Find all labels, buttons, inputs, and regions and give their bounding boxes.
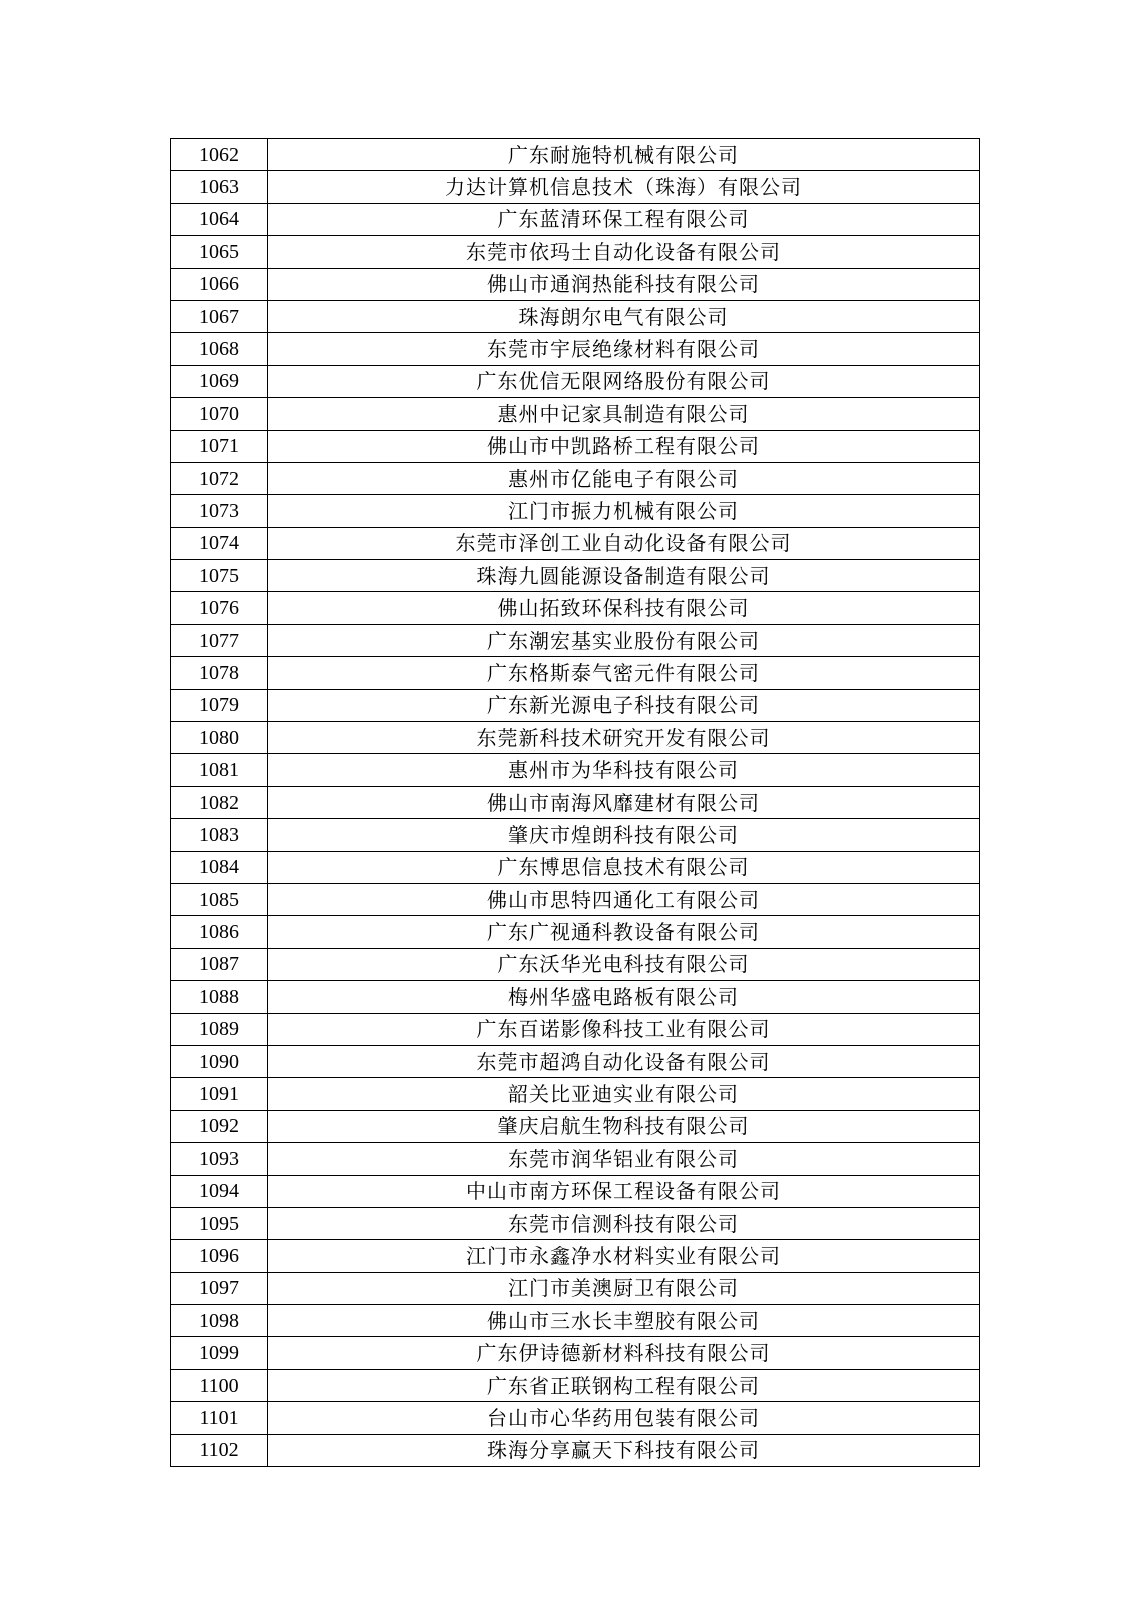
row-number: 1102 — [171, 1434, 268, 1466]
table-row — [171, 300, 980, 332]
company-name: 台山市心华药用包装有限公司 — [268, 1402, 980, 1434]
row-number: 1064 — [171, 203, 268, 235]
table-row — [171, 398, 980, 430]
row-number: 1098 — [171, 1305, 268, 1337]
company-name: 东莞新科技术研究开发有限公司 — [268, 722, 980, 754]
table-row — [171, 1207, 980, 1239]
row-number: 1093 — [171, 1143, 268, 1175]
table-row — [171, 592, 980, 624]
row-number: 1070 — [171, 398, 268, 430]
row-number: 1100 — [171, 1369, 268, 1401]
table-row — [171, 786, 980, 818]
table-row — [171, 1337, 980, 1369]
row-number: 1091 — [171, 1078, 268, 1110]
company-name: 东莞市依玛士自动化设备有限公司 — [268, 236, 980, 268]
table-row — [171, 560, 980, 592]
company-name: 广东优信无限网络股份有限公司 — [268, 365, 980, 397]
company-name: 惠州中记家具制造有限公司 — [268, 398, 980, 430]
table-row — [171, 851, 980, 883]
row-number: 1086 — [171, 916, 268, 948]
row-number: 1080 — [171, 722, 268, 754]
table-row — [171, 1272, 980, 1304]
table-row — [171, 722, 980, 754]
row-number: 1076 — [171, 592, 268, 624]
table-row — [171, 1240, 980, 1272]
table-row — [171, 1402, 980, 1434]
table-row — [171, 657, 980, 689]
table-row — [171, 1434, 980, 1466]
table-row — [171, 1143, 980, 1175]
table-row — [171, 819, 980, 851]
row-number: 1089 — [171, 1013, 268, 1045]
company-name: 力达计算机信息技术（珠海）有限公司 — [268, 171, 980, 203]
table-row — [171, 333, 980, 365]
row-number: 1073 — [171, 495, 268, 527]
row-number: 1065 — [171, 236, 268, 268]
row-number: 1082 — [171, 786, 268, 818]
company-name: 东莞市信测科技有限公司 — [268, 1207, 980, 1239]
row-number: 1075 — [171, 560, 268, 592]
company-name: 广东省正联钢构工程有限公司 — [268, 1369, 980, 1401]
table-row — [171, 1078, 980, 1110]
company-name: 广东耐施特机械有限公司 — [268, 139, 980, 171]
table-row — [171, 981, 980, 1013]
table-row — [171, 689, 980, 721]
company-name: 惠州市亿能电子有限公司 — [268, 462, 980, 494]
company-list-table — [170, 138, 980, 1467]
row-number: 1083 — [171, 819, 268, 851]
row-number: 1094 — [171, 1175, 268, 1207]
company-name: 广东博思信息技术有限公司 — [268, 851, 980, 883]
company-name: 广东格斯泰气密元件有限公司 — [268, 657, 980, 689]
company-name: 梅州华盛电路板有限公司 — [268, 981, 980, 1013]
row-number: 1097 — [171, 1272, 268, 1304]
company-name: 中山市南方环保工程设备有限公司 — [268, 1175, 980, 1207]
table-row — [171, 948, 980, 980]
company-name: 韶关比亚迪实业有限公司 — [268, 1078, 980, 1110]
table-row — [171, 1110, 980, 1142]
row-number: 1101 — [171, 1402, 268, 1434]
row-number: 1096 — [171, 1240, 268, 1272]
company-name: 东莞市宇辰绝缘材料有限公司 — [268, 333, 980, 365]
table-row — [171, 916, 980, 948]
table-row — [171, 139, 980, 171]
company-list-body — [171, 139, 980, 1467]
table-row — [171, 462, 980, 494]
row-number: 1077 — [171, 624, 268, 656]
company-name: 佛山市中凯路桥工程有限公司 — [268, 430, 980, 462]
row-number: 1068 — [171, 333, 268, 365]
table-row — [171, 1369, 980, 1401]
company-name: 佛山拓致环保科技有限公司 — [268, 592, 980, 624]
row-number: 1071 — [171, 430, 268, 462]
company-name: 东莞市泽创工业自动化设备有限公司 — [268, 527, 980, 559]
table-row — [171, 1305, 980, 1337]
company-name: 肇庆启航生物科技有限公司 — [268, 1110, 980, 1142]
company-name: 东莞市超鸿自动化设备有限公司 — [268, 1045, 980, 1077]
company-name: 江门市振力机械有限公司 — [268, 495, 980, 527]
table-row — [171, 203, 980, 235]
row-number: 1072 — [171, 462, 268, 494]
row-number: 1087 — [171, 948, 268, 980]
table-row — [171, 1175, 980, 1207]
row-number: 1099 — [171, 1337, 268, 1369]
row-number: 1092 — [171, 1110, 268, 1142]
row-number: 1081 — [171, 754, 268, 786]
table-row — [171, 883, 980, 915]
row-number: 1095 — [171, 1207, 268, 1239]
table-row — [171, 754, 980, 786]
table-row — [171, 1013, 980, 1045]
company-name: 江门市永鑫净水材料实业有限公司 — [268, 1240, 980, 1272]
company-name: 广东沃华光电科技有限公司 — [268, 948, 980, 980]
company-name: 广东新光源电子科技有限公司 — [268, 689, 980, 721]
row-number: 1085 — [171, 883, 268, 915]
company-name: 佛山市思特四通化工有限公司 — [268, 883, 980, 915]
company-name: 珠海分享赢天下科技有限公司 — [268, 1434, 980, 1466]
company-name: 佛山市南海风靡建材有限公司 — [268, 786, 980, 818]
row-number: 1062 — [171, 139, 268, 171]
table-row — [171, 268, 980, 300]
company-name: 惠州市为华科技有限公司 — [268, 754, 980, 786]
row-number: 1079 — [171, 689, 268, 721]
row-number: 1067 — [171, 300, 268, 332]
company-name: 珠海朗尔电气有限公司 — [268, 300, 980, 332]
company-name: 佛山市三水长丰塑胶有限公司 — [268, 1305, 980, 1337]
table-row — [171, 236, 980, 268]
table-row — [171, 171, 980, 203]
company-name: 珠海九圆能源设备制造有限公司 — [268, 560, 980, 592]
row-number: 1084 — [171, 851, 268, 883]
company-name: 广东广视通科教设备有限公司 — [268, 916, 980, 948]
company-name: 佛山市通润热能科技有限公司 — [268, 268, 980, 300]
row-number: 1063 — [171, 171, 268, 203]
company-name: 东莞市润华铝业有限公司 — [268, 1143, 980, 1175]
row-number: 1069 — [171, 365, 268, 397]
row-number: 1078 — [171, 657, 268, 689]
table-row — [171, 1045, 980, 1077]
company-name: 广东伊诗德新材料科技有限公司 — [268, 1337, 980, 1369]
row-number: 1090 — [171, 1045, 268, 1077]
company-name: 肇庆市煌朗科技有限公司 — [268, 819, 980, 851]
company-name: 广东潮宏基实业股份有限公司 — [268, 624, 980, 656]
row-number: 1066 — [171, 268, 268, 300]
company-name: 广东蓝清环保工程有限公司 — [268, 203, 980, 235]
table-row — [171, 430, 980, 462]
table-row — [171, 495, 980, 527]
row-number: 1088 — [171, 981, 268, 1013]
table-row — [171, 624, 980, 656]
company-name: 广东百诺影像科技工业有限公司 — [268, 1013, 980, 1045]
row-number: 1074 — [171, 527, 268, 559]
table-row — [171, 365, 980, 397]
company-name: 江门市美澳厨卫有限公司 — [268, 1272, 980, 1304]
table-row — [171, 527, 980, 559]
